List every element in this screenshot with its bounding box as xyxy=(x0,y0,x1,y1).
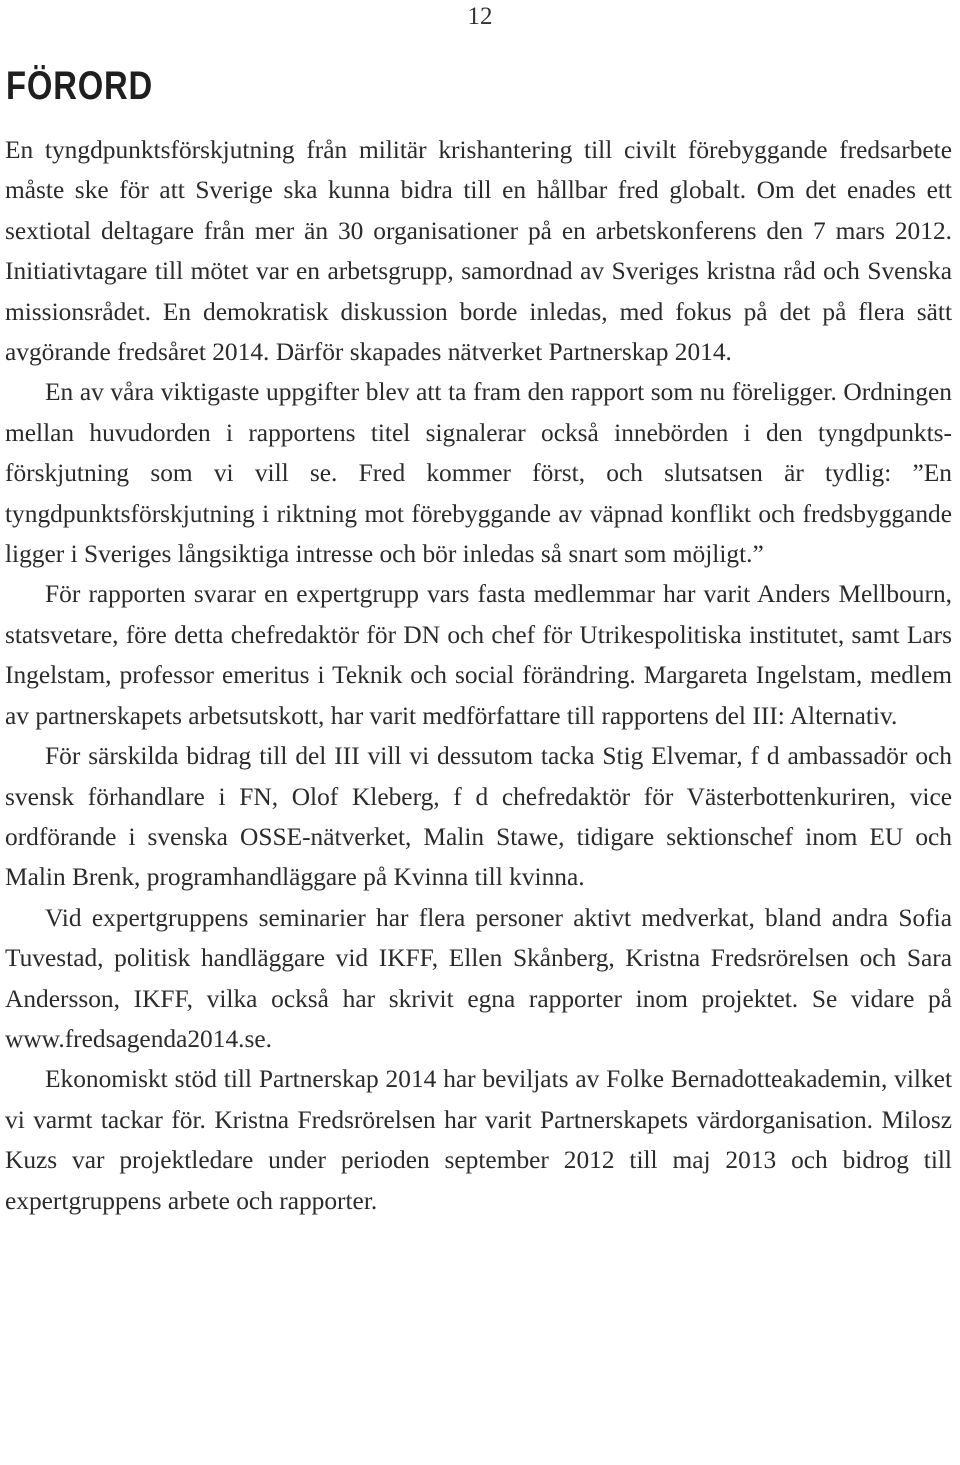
paragraph-seminars: Vid expertgruppens seminarier har flera personer aktivt medverkat, bland andra Sofia Tuvestad, politisk handläggare vid IKFF, Ellen Skånberg, Kristna Fredsrörelsen och Sara Andersson, IKFF, vilka också har skrivit egna rapporter inom projektet. Se vidare på www.fredsagenda2014.se. xyxy=(5,903,952,1053)
paragraph-contributions: För särskilda bidrag till del III vill vi dessutom tacka Stig Elvemar, f d ambassadör och svensk förhandlare i FN, Olof Kleberg, f d chefredaktör för Västerbottenkuriren, vice ordförande i svenska OSSE-nätverket, Malin Stawe, tidigare sektionschef inom EU och Malin Brenk, programhandläggare på Kvinna till kvinna. xyxy=(5,742,952,892)
body-text xyxy=(5,130,952,1221)
page-number: 12 xyxy=(467,3,493,30)
page-title: FÖRORD xyxy=(6,64,154,108)
paragraph-expert-group: För rapporten svarar en expertgrupp vars fasta medlemmar har varit Anders Mellbourn, statsvetare, före detta chefredaktör för DN och chef för Utrikespolitiska institutet, samt Lars Ingelstam, professor emeritus i Teknik och social förändring. Margareta Ingelstam, medlem av partnerskapets arbetsutskott, har varit medförfattare till rapportens del III: Alternativ. xyxy=(5,580,952,730)
paragraph-report: En av våra viktigaste uppgifter blev att ta fram den rapport som nu föreligger. Ordningen mellan huvudorden i rapportens titel signalerar också innebörden i den tyngdpunkts-förskjutning som vi vill se. Fred kommer först, och slutsatsen är tydlig: ”En tyngdpunktsförskjutning i riktning mot förebyggande av väpnad konflikt och fredsbyggande ligger i Sveriges långsiktiga intresse och bör inledas så snart som möjligt.” xyxy=(5,378,952,569)
paragraph-funding: Ekonomiskt stöd till Partnerskap 2014 har beviljats av Folke Bernadotteakademin, vilket vi varmt tackar för. Kristna Fredsrörelsen har varit Partnerskapets värdorganisation. Milosz Kuzs var projektledare under perioden september 2012 till maj 2013 och bidrog till expertgruppens arbete och rapporter. xyxy=(5,1065,952,1215)
paragraph-intro: En tyngdpunktsförskjutning från militär krishantering till civilt förebyggande fredsarbete måste ske för att Sverige ska kunna bidra till en hållbar fred globalt. Om det enades ett sextiotal deltagare från mer än 30 organisationer på en arbetskonferens den 7 mars 2012. Initiativtagare till mötet var en arbetsgrupp, samordnad av Sveriges kristna råd och Svenska missionsrådet. En demokratisk diskussion borde inledas, med fokus på det på flera sätt avgörande fredsåret 2014. Därför skapades nätverket Partnerskap 2014. xyxy=(5,136,952,367)
